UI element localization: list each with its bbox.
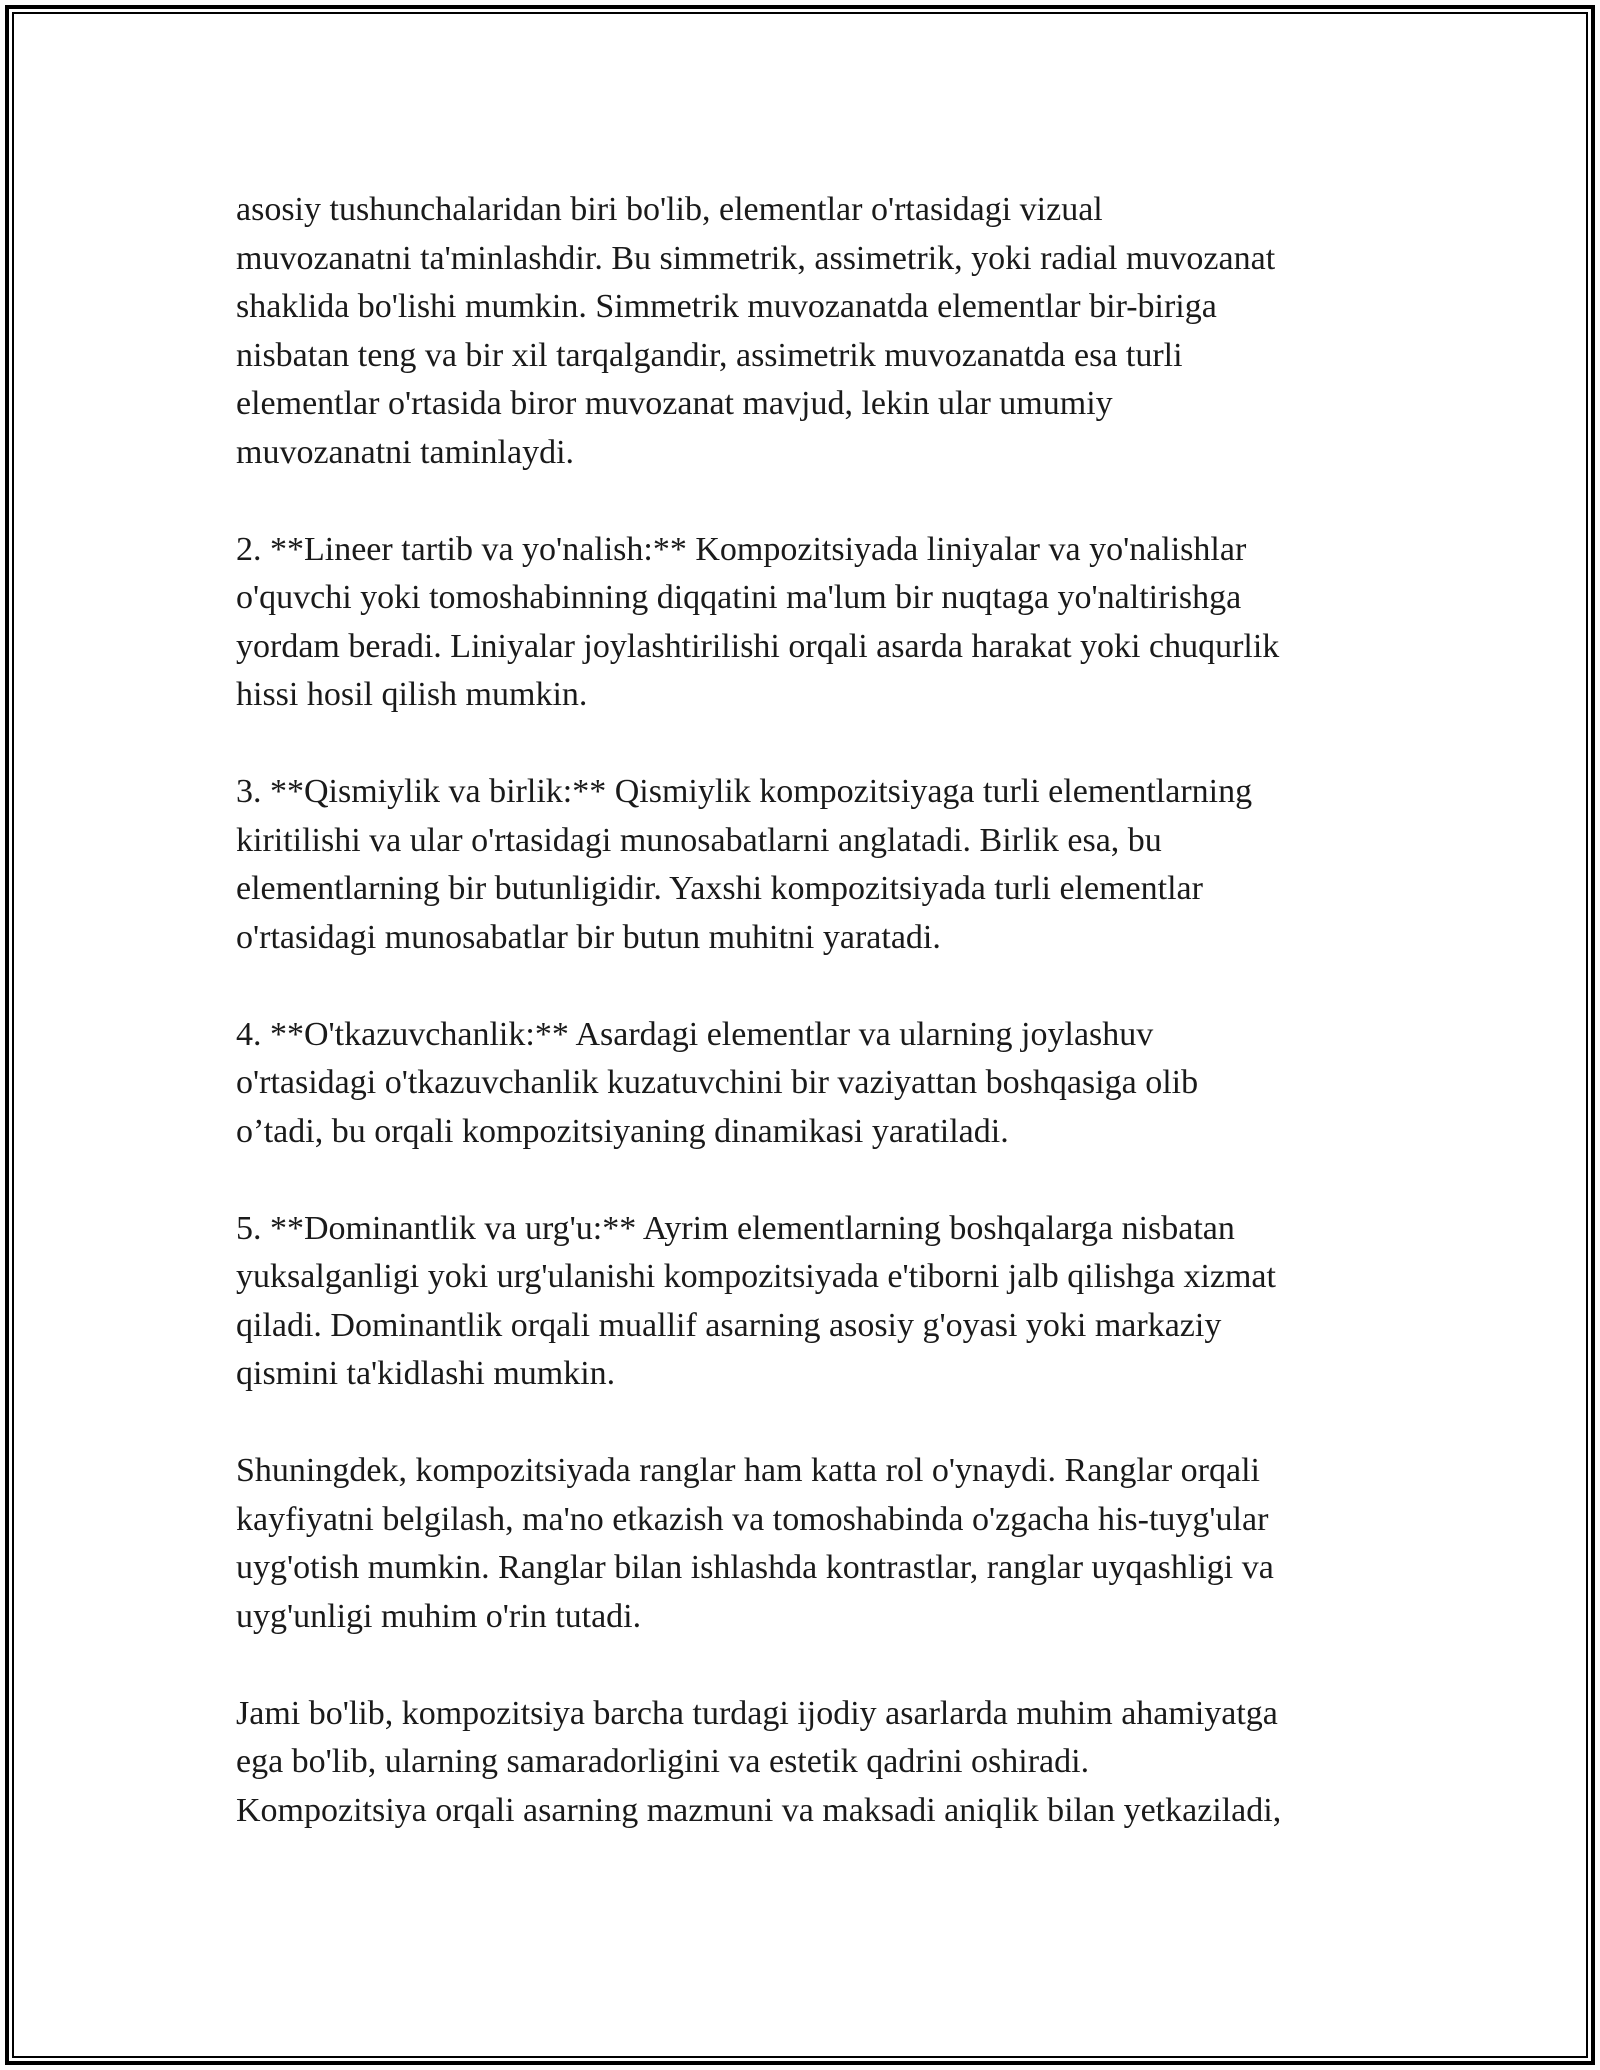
text-line: elementlarning bir butunligidir. Yaxshi kompozitsiyada turli elementlar xyxy=(236,870,1203,907)
paragraph-item-5 xyxy=(236,1205,1386,1399)
text-line: yuksalganligi yoki urg'ulanishi kompozitsiyada e'tiborni jalb qilishga xizmat xyxy=(236,1258,1276,1295)
paragraph-item-2 xyxy=(236,526,1386,720)
text-line: asosiy tushunchalaridan biri bo'lib, elementlar o'rtasidagi vizual xyxy=(236,191,1103,228)
text-line: o’tadi, bu orqali kompozitsiyaning dinamikasi yaratiladi. xyxy=(236,1112,1009,1150)
text-line: nisbatan teng va bir xil tarqalgandir, assimetrik muvozanatda esa turli xyxy=(236,336,1183,374)
paragraph-item-4 xyxy=(236,1011,1386,1157)
text-line: 5. **Dominantlik va urg'u:** Ayrim elementlarning boshqalarga nisbatan xyxy=(236,1209,1235,1247)
text-line: kiritilishi va ular o'rtasidagi munosabatlarni anglatadi. Birlik esa, bu xyxy=(236,821,1162,859)
text-line: kayfiyatni belgilash, ma'no etkazish va tomoshabinda o'zgacha his-tuyg'ular xyxy=(236,1500,1269,1538)
text-line: muvozanatni taminlaydi. xyxy=(236,433,575,471)
text-line: uyg'unligi muhim o'rin tutadi. xyxy=(236,1597,642,1635)
text-line: shaklida bo'lishi mumkin. Simmetrik muvozanatda elementlar bir-biriga xyxy=(236,288,1217,325)
text-line: qismini ta'kidlashi mumkin. xyxy=(236,1355,616,1392)
text-line: o'rtasidagi munosabatlar bir butun muhitni yaratadi. xyxy=(236,918,941,956)
text-line: elementlar o'rtasida biror muvozanat mavjud, lekin ular umumiy xyxy=(236,385,1113,422)
text-line: 3. **Qismiylik va birlik:** Qismiylik kompozitsiyaga turli elementlarning xyxy=(236,773,1253,810)
text-line: hissi hosil qilish mumkin. xyxy=(236,676,588,713)
text-line: yordam beradi. Liniyalar joylashtirilishi orqali asarda harakat yoki chuqurlik xyxy=(236,627,1280,665)
text-line: Kompozitsiya orqali asarning mazmuni va maksadi aniqlik bilan yetkaziladi, xyxy=(236,1791,1282,1829)
text-line: o'quvchi yoki tomoshabinning diqqatini ma'lum bir nuqtaga yo'naltirishga xyxy=(236,579,1242,616)
text-line: uyg'otish mumkin. Ranglar bilan ishlashda kontrastlar, ranglar uyqashligi va xyxy=(236,1549,1274,1586)
paragraph-balance xyxy=(236,186,1386,477)
text-line: muvozanatni ta'minlashdir. Bu simmetrik, assimetrik, yoki radial muvozanat xyxy=(236,239,1276,277)
text-line: Jami bo'lib, kompozitsiya barcha turdagi ijodiy asarlarda muhim ahamiyatga xyxy=(236,1694,1278,1732)
paragraph-colors xyxy=(236,1447,1386,1641)
text-line: qiladi. Dominantlik orqali muallif asarning asosiy g'oyasi yoki markaziy xyxy=(236,1306,1222,1344)
document-body xyxy=(236,186,1386,1884)
text-line: ega bo'lib, ularning samaradorligini va estetik qadrini oshiradi. xyxy=(236,1743,1090,1780)
text-line: Shuningdek, kompozitsiyada ranglar ham katta rol o'ynaydi. Ranglar orqali xyxy=(236,1452,1260,1489)
paragraph-item-3 xyxy=(236,768,1386,962)
text-line: 4. **O'tkazuvchanlik:** Asardagi elementlar va ularning joylashuv xyxy=(236,1015,1154,1053)
text-line: o'rtasidagi o'tkazuvchanlik kuzatuvchini bir vaziyattan boshqasiga olib xyxy=(236,1064,1199,1101)
text-line: 2. **Lineer tartib va yo'nalish:** Kompozitsiyada liniyalar va yo'nalishlar xyxy=(236,530,1247,568)
paragraph-conclusion xyxy=(236,1690,1386,1836)
